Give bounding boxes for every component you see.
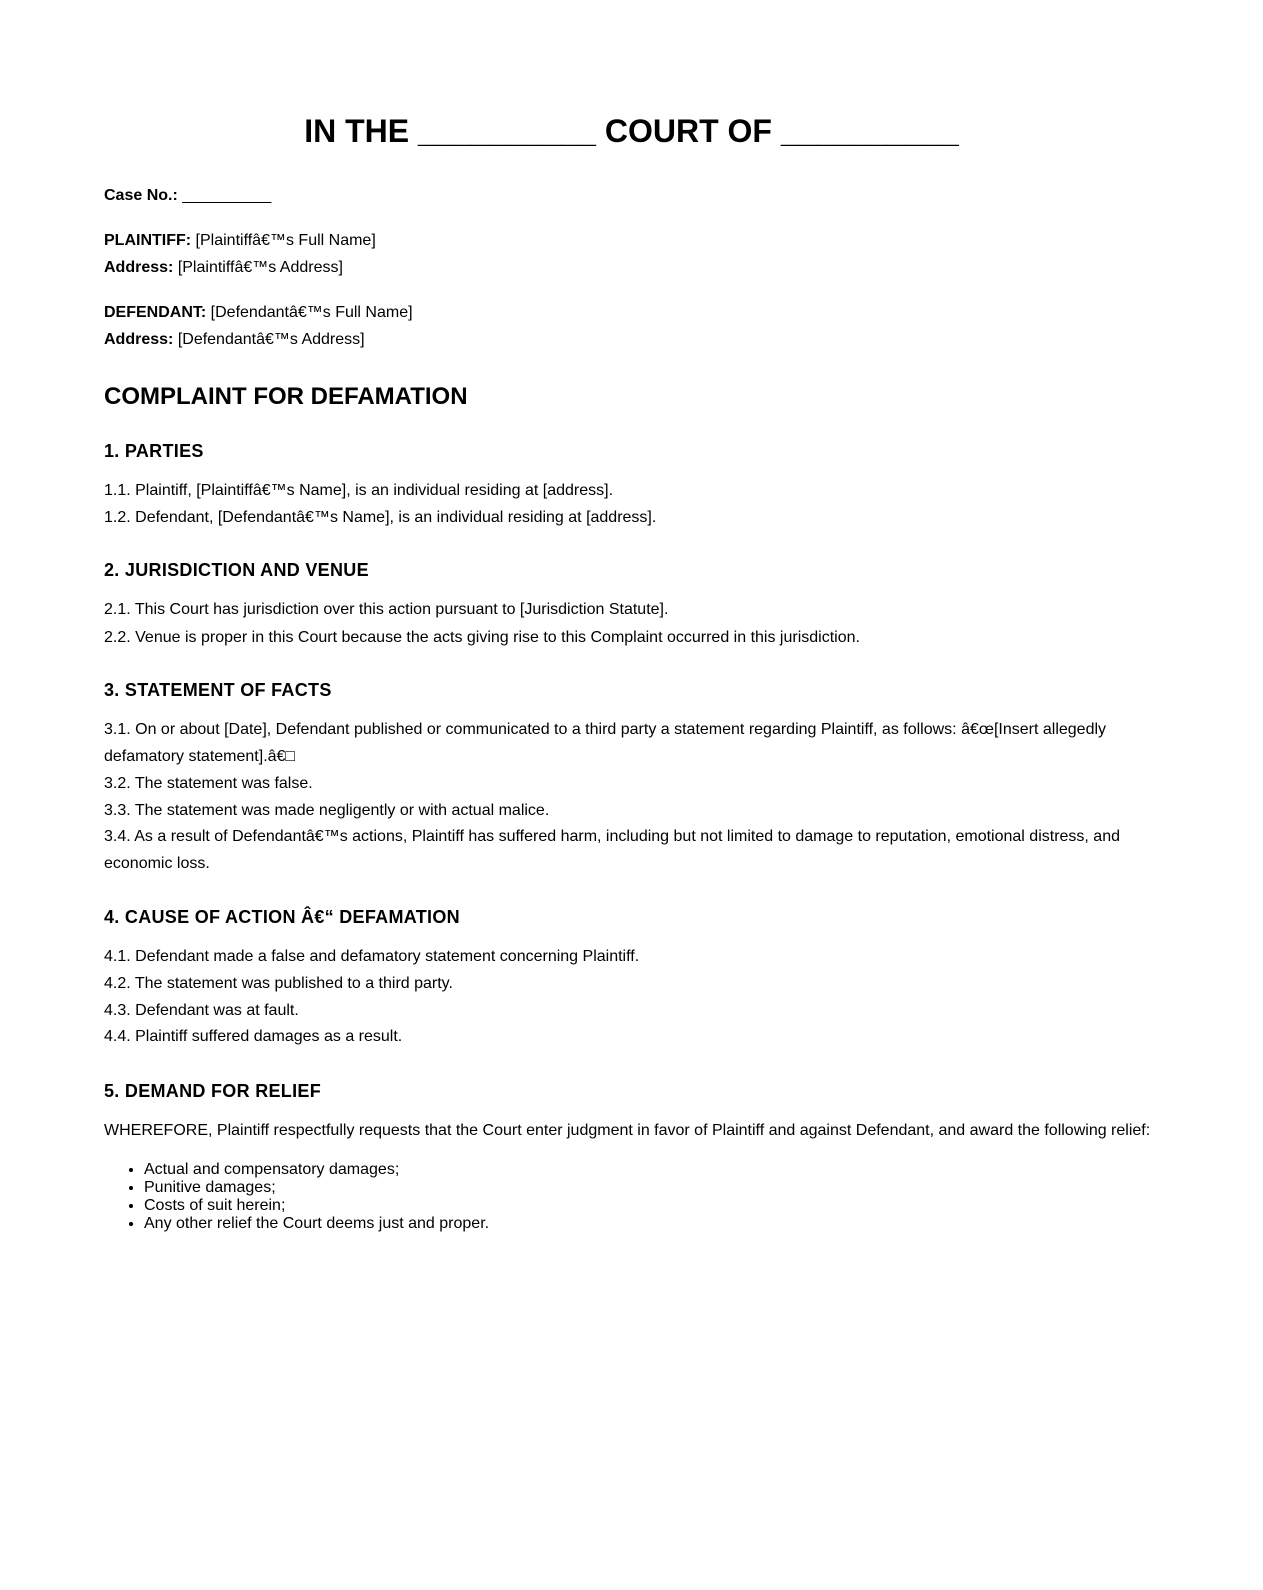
plaintiff-label: PLAINTIFF: (104, 232, 192, 249)
plaintiff-address-line (104, 258, 343, 278)
plaintiff-name-line (104, 231, 376, 251)
plaintiff-address: [Plaintiffâ€™s Address] (177, 259, 343, 276)
relief-item: • Any other relief the Court deems just and proper. (144, 1215, 489, 1233)
section-title-jurisdiction: 2. JURISDICTION AND VENUE (104, 560, 369, 580)
relief-item: • Punitive damages; (144, 1179, 489, 1197)
defendant-address-label: Address: (104, 331, 174, 348)
section-item: 4.1. Defendant made a false and defamatory statement concerning Plaintiff. (104, 948, 640, 965)
section-item: 3.4. As a result of Defendantâ€™s actions, Plaintiff has suffered harm, including but not limited to damage to reputation, emotional distress, and economic loss. (104, 828, 1120, 872)
section-item: 1.1. Plaintiff, [Plaintiffâ€™s Name], is an individual residing at [address]. (104, 482, 614, 499)
section-item: 4.3. Defendant was at fault. (104, 1002, 299, 1019)
section-item: 4.4. Plaintiff suffered damages as a result. (104, 1028, 403, 1045)
defendant-address: [Defendantâ€™s Address] (177, 331, 365, 348)
section-title-cause-of-action: 4. CAUSE OF ACTION Â€“ DEFAMATION (104, 907, 460, 927)
defendant-label: DEFENDANT: (104, 304, 207, 321)
section-title-facts: 3. STATEMENT OF FACTS (104, 680, 332, 700)
section-title-parties: 1. PARTIES (104, 441, 204, 461)
defendant-name-line (104, 303, 413, 323)
relief-item: • Costs of suit herein; (144, 1197, 489, 1215)
section-item: 3.1. On or about [Date], Defendant published or communicated to a third party a statement regarding Plaintiff, as follows: â€œ[Insert allegedly defamatory statement].â€□ (104, 721, 1107, 765)
court-name-blank: __________ (417, 113, 596, 149)
section-item: 2.1. This Court has jurisdiction over this action pursuant to [Jurisdiction Statute]. (104, 601, 669, 618)
relief-list (104, 1161, 489, 1233)
plaintiff-name: [Plaintiffâ€™s Full Name] (195, 232, 376, 249)
defendant-name: [Defendantâ€™s Full Name] (210, 304, 413, 321)
section-item: 2.2. Venue is proper in this Court because the acts giving rise to this Complaint occurred in this jurisdiction. (104, 629, 860, 646)
case-number-label: Case No.: (104, 187, 178, 204)
jurisdiction-blank: __________ (780, 113, 959, 149)
document-title (0, 111, 1263, 151)
section-item: 3.2. The statement was false. (104, 775, 313, 792)
case-number (104, 186, 271, 206)
section-item: 3.3. The statement was made negligently or with actual malice. (104, 802, 550, 819)
relief-item: • Actual and compensatory damages; (144, 1161, 489, 1179)
complaint-heading: COMPLAINT FOR DEFAMATION (104, 383, 468, 410)
title-part-2: COURT OF (604, 113, 772, 149)
section-title-relief: 5. DEMAND FOR RELIEF (104, 1081, 322, 1101)
defendant-address-line (104, 330, 365, 350)
relief-intro: WHEREFORE, Plaintiff respectfully requests that the Court enter judgment in favor of Plaintiff and against Defendant, and award the following relief: (104, 1122, 1151, 1139)
plaintiff-address-label: Address: (104, 259, 174, 276)
section-item: 1.2. Defendant, [Defendantâ€™s Name], is an individual residing at [address]. (104, 509, 657, 526)
section-item: 4.2. The statement was published to a third party. (104, 975, 453, 992)
title-part-1: IN THE (304, 113, 410, 149)
case-number-value: __________ (182, 187, 272, 204)
